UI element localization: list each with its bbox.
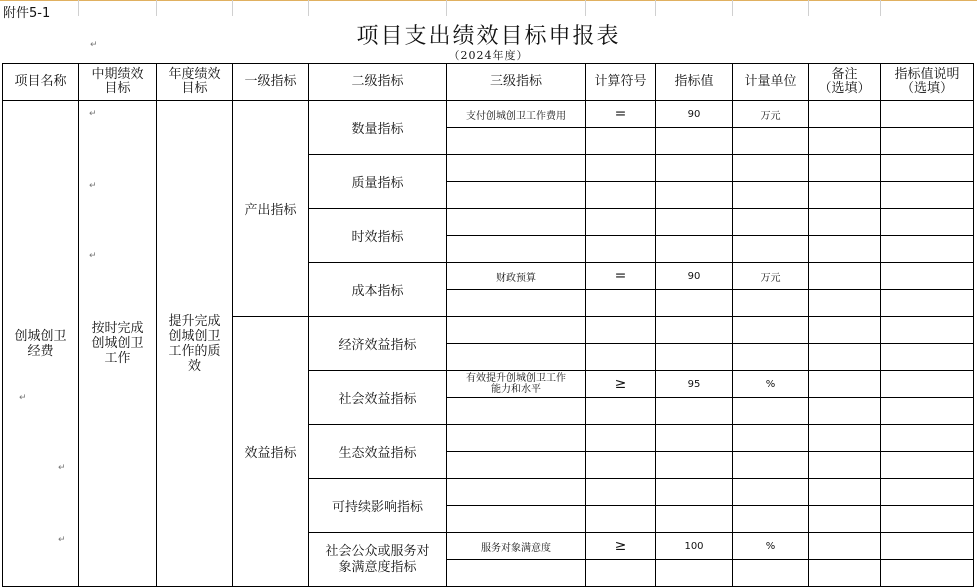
unit-cell: 万元	[733, 101, 809, 128]
level2-quantity-cell: 数量指标	[309, 101, 447, 155]
col-header-midterm-goal: 中期绩效 目标	[79, 64, 157, 101]
col-header-project-name: 项目名称	[3, 64, 79, 101]
value-cell: 90	[656, 263, 733, 290]
level2-cost-cell: 成本指标	[309, 263, 447, 317]
paragraph-mark: ↵	[58, 535, 66, 545]
col-header-value-note: 指标值说明 （选填）	[881, 64, 974, 101]
sheet-gridline	[880, 0, 881, 16]
value-cell: 100	[656, 533, 733, 560]
sheet-gridline	[78, 0, 79, 16]
unit-cell: %	[733, 371, 809, 398]
paragraph-mark: ↵	[89, 109, 97, 119]
sheet-gridline	[156, 0, 157, 16]
sheet-gridline	[232, 0, 233, 16]
attachment-label: 附件5-1	[3, 6, 51, 21]
symbol-cell: =	[586, 101, 656, 128]
level2-economic-cell: 经济效益指标	[309, 317, 447, 371]
value-cell: 90	[656, 101, 733, 128]
symbol-cell: ≥	[586, 533, 656, 560]
paragraph-mark: ↵	[89, 251, 97, 261]
level1-output-cell: 产出指标	[233, 101, 309, 317]
performance-target-table	[2, 63, 974, 587]
sheet-gridline	[655, 0, 656, 16]
col-header-level1: 一级指标	[233, 64, 309, 101]
value-cell: 95	[656, 371, 733, 398]
paragraph-mark: ↵	[58, 463, 66, 473]
annual-goal-cell: 提升完成 创城创卫 工作的质 效	[157, 101, 233, 587]
sheet-gridline	[308, 0, 309, 16]
col-header-remark: 备注 （选填）	[809, 64, 881, 101]
level3-cell: 支付创城创卫工作费用	[447, 101, 586, 128]
col-header-level3: 三级指标	[447, 64, 586, 101]
level3-cell: 服务对象满意度	[447, 533, 586, 560]
top-border-line	[0, 0, 977, 1]
sheet-gridline	[585, 0, 586, 16]
value-note-cell	[881, 101, 974, 128]
report-year: （2024年度）	[448, 49, 529, 62]
sheet-gridline	[446, 0, 447, 16]
midterm-goal-cell: 按时完成 创城创卫 工作 ↵ ↵ ↵	[79, 101, 157, 587]
paragraph-mark: ↵	[19, 393, 27, 403]
col-header-symbol: 计算符号	[586, 64, 656, 101]
level2-sustainable-cell: 可持续影响指标	[309, 479, 447, 533]
level2-timeliness-cell: 时效指标	[309, 209, 447, 263]
table-row	[3, 101, 974, 128]
level1-benefit-cell: 效益指标	[233, 317, 309, 587]
sheet-gridline	[808, 0, 809, 16]
col-header-value: 指标值	[656, 64, 733, 101]
level2-quality-cell: 质量指标	[309, 155, 447, 209]
symbol-cell: ≥	[586, 371, 656, 398]
unit-cell: %	[733, 533, 809, 560]
remark-cell	[809, 101, 881, 128]
col-header-annual-goal: 年度绩效 目标	[157, 64, 233, 101]
sheet-gridline	[732, 0, 733, 16]
page-title: 项目支出绩效目标申报表	[356, 24, 621, 49]
unit-cell: 万元	[733, 263, 809, 290]
col-header-level2: 二级指标	[309, 64, 447, 101]
header-row	[3, 64, 974, 101]
paragraph-mark: ↵	[89, 181, 97, 191]
level2-ecological-cell: 生态效益指标	[309, 425, 447, 479]
level2-satisfaction-cell: 社会公众或服务对 象满意度指标	[309, 533, 447, 587]
symbol-cell: =	[586, 263, 656, 290]
level3-cell: 财政预算	[447, 263, 586, 290]
level3-cell: 有效提升创城创卫工作 能力和水平	[447, 371, 586, 398]
paragraph-mark: ↵	[90, 40, 98, 50]
level2-social-cell: 社会效益指标	[309, 371, 447, 425]
col-header-unit: 计量单位	[733, 64, 809, 101]
project-name-cell: 创城创卫 经费 ↵ ↵ ↵	[3, 101, 79, 587]
